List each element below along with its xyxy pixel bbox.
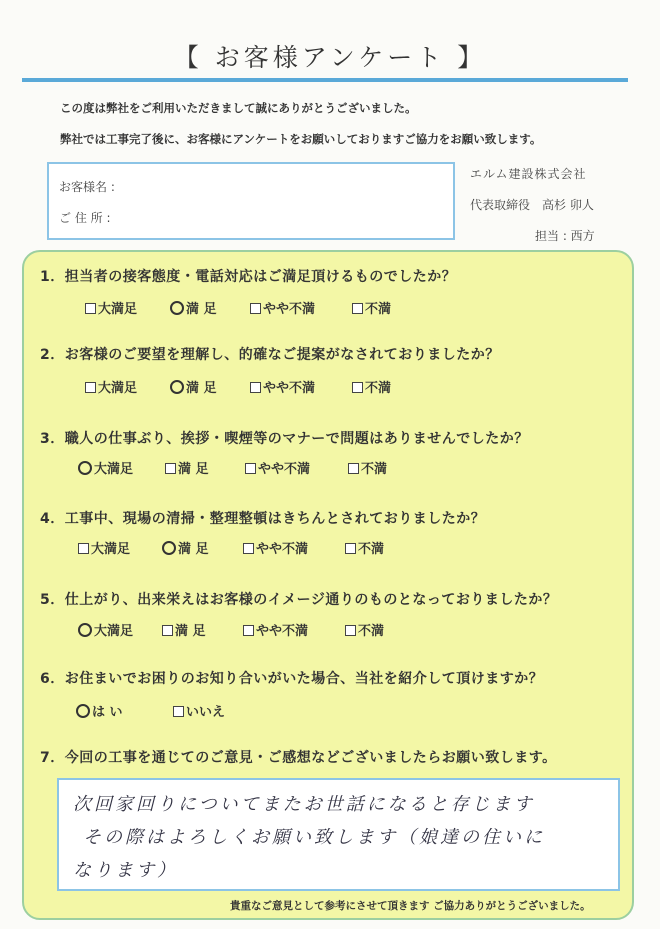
checkbox-icon: [250, 382, 261, 393]
intro-line-1: この度は弊社をご利用いただきまして誠にありがとうございました。: [60, 101, 417, 115]
circled-checkbox-icon: [78, 461, 92, 475]
checkbox-icon: [245, 463, 256, 474]
circled-checkbox-icon: [162, 541, 176, 555]
option-label: 満 足: [186, 302, 217, 317]
checkbox-icon: [85, 303, 96, 314]
option-checkbox[interactable]: [243, 538, 308, 557]
option-checkbox[interactable]: [85, 298, 137, 317]
comment-line: 次回家回りについてまたお世話になると存じます: [73, 794, 535, 815]
checkbox-icon: [162, 625, 173, 636]
option-checkbox[interactable]: [345, 620, 384, 639]
option-label: 不満: [365, 381, 392, 396]
option-checkbox[interactable]: [76, 701, 123, 720]
staff-name: 担当 : 西方: [535, 229, 595, 243]
checkbox-icon: [250, 303, 261, 314]
option-checkbox[interactable]: [85, 377, 137, 396]
option-checkbox[interactable]: [250, 377, 315, 396]
option-label: やや不満: [258, 462, 311, 477]
circled-checkbox-icon: [76, 704, 90, 718]
customer-info-box: [47, 162, 455, 240]
option-checkbox[interactable]: [162, 620, 206, 639]
option-label: 大満足: [94, 624, 134, 639]
question-5: 5．仕上がり、出来栄えはお客様のイメージ通りのものとなっておりましたか？: [40, 592, 558, 608]
option-checkbox[interactable]: [250, 298, 315, 317]
option-label: やや不満: [263, 381, 316, 396]
option-checkbox[interactable]: [78, 620, 133, 639]
checkbox-icon: [352, 303, 363, 314]
option-checkbox[interactable]: [78, 458, 133, 477]
option-checkbox[interactable]: [162, 538, 209, 557]
option-checkbox[interactable]: [348, 458, 387, 477]
option-label: 大満足: [94, 462, 134, 477]
company-name: エルム建設株式会社: [470, 167, 587, 181]
option-checkbox[interactable]: [352, 298, 391, 317]
comment-line: その際はよろしくお願い致します（娘達の住いに: [83, 827, 545, 848]
checkbox-icon: [243, 625, 254, 636]
checkbox-icon: [345, 543, 356, 554]
option-label: やや不満: [256, 542, 309, 557]
option-checkbox[interactable]: [170, 377, 217, 396]
customer-address-label: ご 住 所 :: [59, 211, 111, 225]
option-label: 大満足: [91, 542, 131, 557]
option-label: 大満足: [98, 381, 138, 396]
option-checkbox[interactable]: [78, 538, 130, 557]
checkbox-icon: [173, 706, 184, 717]
circled-checkbox-icon: [170, 301, 184, 315]
checkbox-icon: [352, 382, 363, 393]
option-label: 満 足: [175, 624, 206, 639]
company-representative: 代表取締役 高杉 卯人: [470, 198, 594, 212]
option-label: 満 足: [178, 462, 209, 477]
question-7: 7．今回の工事を通じてのご意見・ご感想などございましたらお願い致します。: [40, 750, 557, 766]
option-checkbox[interactable]: [352, 377, 391, 396]
option-label: やや不満: [263, 302, 316, 317]
intro-line-2: 弊社では工事完了後に、お客様にアンケートをお願いしておりますご協力をお願い致します。: [60, 132, 542, 146]
option-label: 不満: [361, 462, 388, 477]
option-label: 不満: [358, 624, 385, 639]
option-checkbox[interactable]: [245, 458, 310, 477]
question-1: 1．担当者の接客態度・電話対応はご満足頂けるものでしたか？: [40, 269, 457, 285]
option-label: 不満: [358, 542, 385, 557]
question-6: 6．お住まいでお困りのお知り合いがいた場合、当社を紹介して頂けますか？: [40, 671, 544, 687]
option-label: 満 足: [178, 542, 209, 557]
checkbox-icon: [165, 463, 176, 474]
page-title: 【 お客様アンケート 】: [173, 43, 487, 72]
circled-checkbox-icon: [78, 623, 92, 637]
option-label: 大満足: [98, 302, 138, 317]
customer-name-label: お客様名 :: [59, 180, 115, 194]
title-divider: [22, 78, 628, 82]
comment-line: なります）: [73, 860, 178, 881]
option-label: いいえ: [186, 705, 226, 720]
question-3: 3．職人の仕事ぶり、挨拶・喫煙等のマナーで問題はありませんでしたか？: [40, 431, 529, 447]
option-checkbox[interactable]: [243, 620, 308, 639]
checkbox-icon: [345, 625, 356, 636]
option-checkbox[interactable]: [165, 458, 209, 477]
checkbox-icon: [348, 463, 359, 474]
option-label: 満 足: [186, 381, 217, 396]
checkbox-icon: [85, 382, 96, 393]
circled-checkbox-icon: [170, 380, 184, 394]
question-2: 2．お客様のご要望を理解し、的確なご提案がなされておりましたか？: [40, 347, 500, 363]
option-checkbox[interactable]: [345, 538, 384, 557]
option-label: やや不満: [256, 624, 309, 639]
option-label: 不満: [365, 302, 392, 317]
option-checkbox[interactable]: [170, 298, 217, 317]
checkbox-icon: [243, 543, 254, 554]
option-checkbox[interactable]: [173, 701, 225, 720]
comment-box[interactable]: [57, 778, 620, 891]
question-4: 4．工事中、現場の清掃・整理整頓はきちんとされておりましたか？: [40, 511, 486, 527]
checkbox-icon: [78, 543, 89, 554]
footer-thanks: 貴重なご意見として参考にさせて頂きます ご協力ありがとうございました。: [230, 900, 591, 912]
option-label: は い: [92, 705, 123, 720]
